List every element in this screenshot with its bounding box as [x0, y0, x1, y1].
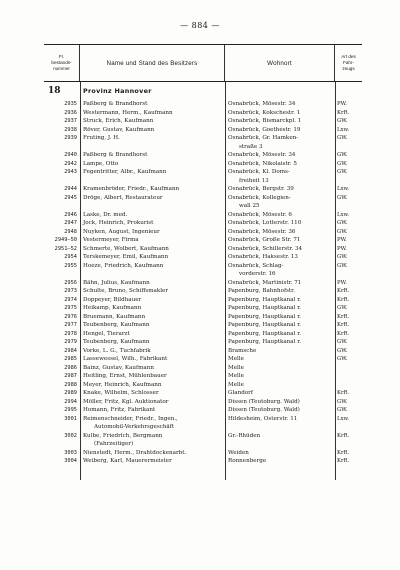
vehicle-type: Lxw. — [337, 415, 350, 422]
row-number: 2988 — [64, 381, 77, 388]
row-number: 2938 — [64, 126, 77, 133]
residence: vorderstr. 16 — [239, 271, 276, 277]
residence: freiheit 13 — [239, 177, 269, 184]
vehicle-type: GW. — [337, 152, 348, 158]
row-number: 2978 — [64, 330, 77, 337]
owner-name: Vestermeyer, Firma — [83, 237, 139, 243]
table-body — [44, 82, 362, 466]
row-number: 2986 — [64, 364, 77, 371]
owner-name: Knake, Wilhelm, Schlosser — [83, 390, 159, 396]
residence: Osnabrück, Mösestr. 36 — [228, 228, 296, 235]
owner-name: Kramenbröder, Friedr., Kaufmann — [83, 186, 180, 192]
row-number: 2989 — [64, 390, 77, 396]
residence: Osnabrück, Schlag- — [228, 262, 284, 269]
residence: wall 25 — [239, 203, 260, 209]
vehicle-type — [335, 364, 362, 373]
residence: Melle — [228, 364, 244, 371]
row-number: 2948 — [64, 228, 77, 235]
row-number: 2937 — [64, 118, 77, 124]
residence: Osnabrück, Mösestr. 34 — [228, 101, 296, 107]
column-divider — [335, 82, 336, 480]
vehicle-type: KrR. — [337, 458, 350, 464]
row-number: 2936 — [64, 109, 77, 116]
vehicle-type — [335, 177, 362, 186]
section-number: 18 — [48, 86, 61, 96]
residence: Papenburg, Hauptkanal r. — [228, 322, 302, 328]
owner-name: Heitling, Ernst, Mühlenbauer — [83, 373, 167, 379]
vehicle-type — [335, 143, 362, 152]
residence: Osnabrück, Kokschestr. 1 — [228, 109, 301, 116]
row-number: 2940 — [64, 152, 77, 158]
residence: Osnabrück, Gr. Hamken- — [228, 135, 299, 141]
residence: Osnabrück, Mösestr. 34 — [228, 152, 296, 158]
vehicle-type: KrR. — [337, 390, 350, 396]
row-number: 2984 — [64, 347, 77, 354]
owner-name: Schulte, Bruno, Schiffsmakler — [83, 288, 168, 294]
row-number: 2944 — [64, 186, 77, 192]
vehicle-type: KrR. — [337, 449, 350, 456]
vehicle-type: GW. — [337, 347, 348, 354]
row-number: 2951—52 — [54, 245, 77, 252]
owner-name: Terskemeyer, Emil, Kaufmann — [83, 254, 169, 260]
residence: Papenburg, Bahnhofstr. — [228, 288, 295, 294]
row-number — [44, 440, 80, 449]
row-number — [44, 423, 80, 432]
residence: Papenburg, Hauptkanal r. — [228, 330, 302, 337]
owner-name: Lassewessel, Wilh., Fabrikant — [83, 356, 168, 362]
vehicle-type: Lxw. — [337, 126, 350, 133]
header-residence: Wohnort — [225, 45, 335, 81]
residence: Hildesheim, Osterstr. 11 — [228, 415, 298, 422]
owner-name: Nienstedt, Herm., Drahtdockenarbt. — [83, 449, 187, 456]
owner-name: Bruemann, Kaufmann — [83, 313, 146, 320]
residence: Osnabrück, Schillerstr. 34 — [228, 245, 303, 252]
residence: Papenburg, Hauptkanal r. — [228, 305, 302, 311]
residence: Gr.-Rhüden — [228, 432, 261, 439]
vehicle-type: KrR. — [337, 322, 350, 328]
owner-name: Fruting, J. H. — [83, 135, 120, 141]
vehicle-type: GW. — [337, 160, 348, 167]
vehicle-type: PW. — [337, 279, 347, 286]
vehicle-type: KrR. — [337, 313, 350, 320]
residence: Osnabrück, Kollegien- — [228, 194, 291, 201]
row-number: 2945 — [64, 194, 77, 201]
residence: Bramsche — [228, 347, 257, 354]
row-number: 2946 — [64, 211, 77, 218]
owner-name: Laske, Dr. med. — [83, 211, 128, 218]
vehicle-type: PW. — [337, 245, 347, 252]
owner-name: Dröge, Albert, Restaurateur — [83, 194, 163, 201]
vehicle-type — [335, 202, 362, 211]
row-number: 2976 — [64, 313, 77, 320]
owner-name: Heikamp, Kaufmann — [83, 305, 142, 311]
residence: Dissen (Teutoburg. Wald) — [228, 407, 300, 413]
residence — [225, 440, 335, 449]
vehicle-type — [335, 381, 362, 390]
residence: Papenburg, Hauptkanal r. — [228, 339, 302, 345]
vehicle-type: GW. — [337, 398, 348, 405]
owner-name: (Fahrzeitiger) — [94, 441, 134, 447]
owner-name: Westermann, Herm., Kaufmann — [83, 109, 173, 116]
row-number: 3003 — [64, 449, 77, 456]
header-owner: Name und Stand des Besitzers — [80, 45, 225, 81]
vehicle-type: KrR. — [337, 109, 350, 116]
residence — [225, 423, 335, 432]
vehicle-type: GW. — [337, 407, 348, 413]
row-number: 2979 — [64, 339, 77, 345]
row-number: 2994 — [64, 398, 77, 405]
residence: Glandorf — [228, 390, 253, 396]
vehicle-type: KrR. — [337, 330, 350, 337]
row-number: 2943 — [64, 169, 77, 175]
vehicle-type: GW. — [337, 118, 348, 124]
vehicle-type: PW. — [337, 101, 347, 107]
owner-name — [80, 177, 225, 186]
owner-name: Fegentritter, Albr., Kaufmann — [83, 169, 167, 175]
residence: Melle — [228, 381, 244, 388]
section-title: Provinz Hannover — [83, 87, 152, 95]
residence: Osnabrück, Große Str. 71 — [228, 237, 301, 243]
owner-name: Meyer, Heinrich, Kaufmann — [83, 381, 162, 388]
vehicle-type: GW. — [337, 305, 348, 311]
residence: Melle — [228, 356, 244, 362]
row-number: 3004 — [64, 458, 77, 464]
owner-name — [80, 202, 225, 211]
row-number: 2947 — [64, 220, 77, 226]
residence: Dissen (Teutoburg. Wald) — [228, 398, 300, 405]
vehicle-type: GW. — [337, 169, 348, 175]
row-number: 2954 — [64, 254, 77, 260]
owner-name: Automobil-Verkehrsgeschäft — [94, 424, 175, 430]
residence: Osnabrück, Kl. Doms- — [228, 169, 290, 175]
residence: Osnabrück, Bergstr. 39 — [228, 186, 294, 192]
vehicle-type: GW. — [337, 228, 348, 235]
vehicle-type: Lxw. — [337, 211, 350, 218]
residence: Osnabrück, Lotterstr. 110 — [228, 220, 302, 226]
row-number: 2985 — [64, 356, 77, 362]
vehicle-type — [335, 270, 362, 279]
row-number — [44, 202, 80, 211]
residence: Osnabrück, Goethestr. 19 — [228, 126, 301, 133]
vehicle-type: GW. — [337, 135, 348, 141]
row-number: 2942 — [64, 160, 77, 167]
row-number: 2974 — [64, 296, 77, 303]
owner-name: Homann, Fritz, Fabrikant — [83, 407, 156, 413]
row-number — [44, 143, 80, 152]
row-number: 2975 — [64, 305, 77, 311]
vehicle-type: KrR. — [337, 296, 350, 303]
vehicle-type: GW. — [337, 356, 348, 362]
residence: Osnabrück, Mösestr. 6 — [228, 211, 292, 218]
row-number: 2939 — [64, 135, 77, 141]
row-number: 2935 — [64, 101, 77, 107]
owner-name: Bähn, Julius, Kaufmann — [83, 279, 150, 286]
owner-name: Bainz, Gustav, Kaufmann — [83, 364, 154, 371]
vehicle-type — [335, 423, 362, 432]
vehicle-type: KrR. — [337, 432, 350, 439]
owner-name: Möller, Fritz, Kgl. Auktionator — [83, 398, 169, 405]
row-number — [44, 270, 80, 279]
owner-name: Hoeze, Friedrich, Kaufmann — [83, 262, 164, 269]
vehicle-type: PW. — [337, 237, 347, 243]
vehicle-type — [335, 440, 362, 449]
owner-name: Struck, Erich, Kaufmann — [83, 118, 154, 124]
owner-name: Reimenschneider, Friedr., Ingen., — [83, 415, 178, 422]
owner-name: Hengel, Tierarzt — [83, 330, 130, 337]
owner-name: Paßberg & Brandhorst — [83, 152, 148, 158]
row-number: 2973 — [64, 288, 77, 294]
row-number: 2955 — [64, 262, 77, 269]
residence: Papenburg, Hauptkanal r. — [228, 296, 302, 303]
vehicle-type: GW. — [337, 194, 348, 201]
row-number: 2977 — [64, 322, 77, 328]
header-number: Fr. bestands- nummer — [44, 45, 80, 81]
vehicle-type: GW. — [337, 262, 348, 269]
row-number: 3001 — [64, 415, 77, 422]
row-number: 2987 — [64, 373, 77, 379]
row-number: 3002 — [64, 432, 77, 439]
vehicle-type: GW. — [337, 254, 348, 260]
owner-name: Lampe, Otto — [83, 160, 119, 167]
residence: Osnabrück, Haksestr. 13 — [228, 254, 298, 260]
row-number: 2956 — [64, 279, 77, 286]
residence: Osnabrück, Nikolaistr. 5 — [228, 160, 297, 167]
owner-name — [80, 143, 225, 152]
owner-name: Teubenberg, Kaufmann — [83, 339, 150, 345]
owner-name: Teubenberg, Kaufmann — [83, 322, 150, 328]
residence: Ronnenberge — [228, 458, 267, 464]
owner-name: Vorke, L. G., Tuchfabrik — [83, 347, 151, 354]
owner-name: Nuyken, August, Ingenieur — [83, 228, 160, 235]
owner-name: Kulbe, Friedrich, Bergmann — [83, 432, 163, 439]
residence: Weiden — [228, 449, 249, 456]
table-header — [44, 45, 362, 82]
owner-name: Weiberg, Karl, Mauerermeister — [83, 458, 172, 464]
header-vehicle-type: Art des Fahr- zeugs — [341, 54, 356, 71]
residence: Osnabrück, Martinistr. 71 — [228, 279, 302, 286]
owner-name: Schmerte, Wolbert, Kaufmann — [83, 245, 169, 252]
vehicle-type: KrR. — [337, 288, 350, 294]
page-number: — 884 — — [180, 21, 220, 30]
row-number — [44, 177, 80, 186]
owner-name: Jock, Heinrich, Prokurist — [83, 220, 154, 226]
vehicle-register-table — [44, 44, 362, 466]
vehicle-type — [335, 372, 362, 381]
residence: straße 3 — [239, 143, 263, 150]
vehicle-type: Lxw. — [337, 186, 350, 192]
residence: Melle — [228, 373, 244, 379]
owner-name: Doppeyer, Bildhauer — [83, 296, 142, 303]
residence: Osnabrück, Bismarckpl. 1 — [228, 118, 302, 124]
row-number: 2995 — [64, 407, 77, 413]
owner-name: Röver, Gustav, Kaufmann — [83, 126, 155, 133]
residence: Papenburg, Hauptkanal r. — [228, 313, 302, 320]
row-number: 2949—50 — [54, 237, 77, 243]
vehicle-type: GW. — [337, 220, 348, 226]
owner-name: Paßberg & Brandhorst — [83, 101, 148, 107]
vehicle-type: GW. — [337, 339, 348, 345]
owner-name — [80, 270, 225, 279]
